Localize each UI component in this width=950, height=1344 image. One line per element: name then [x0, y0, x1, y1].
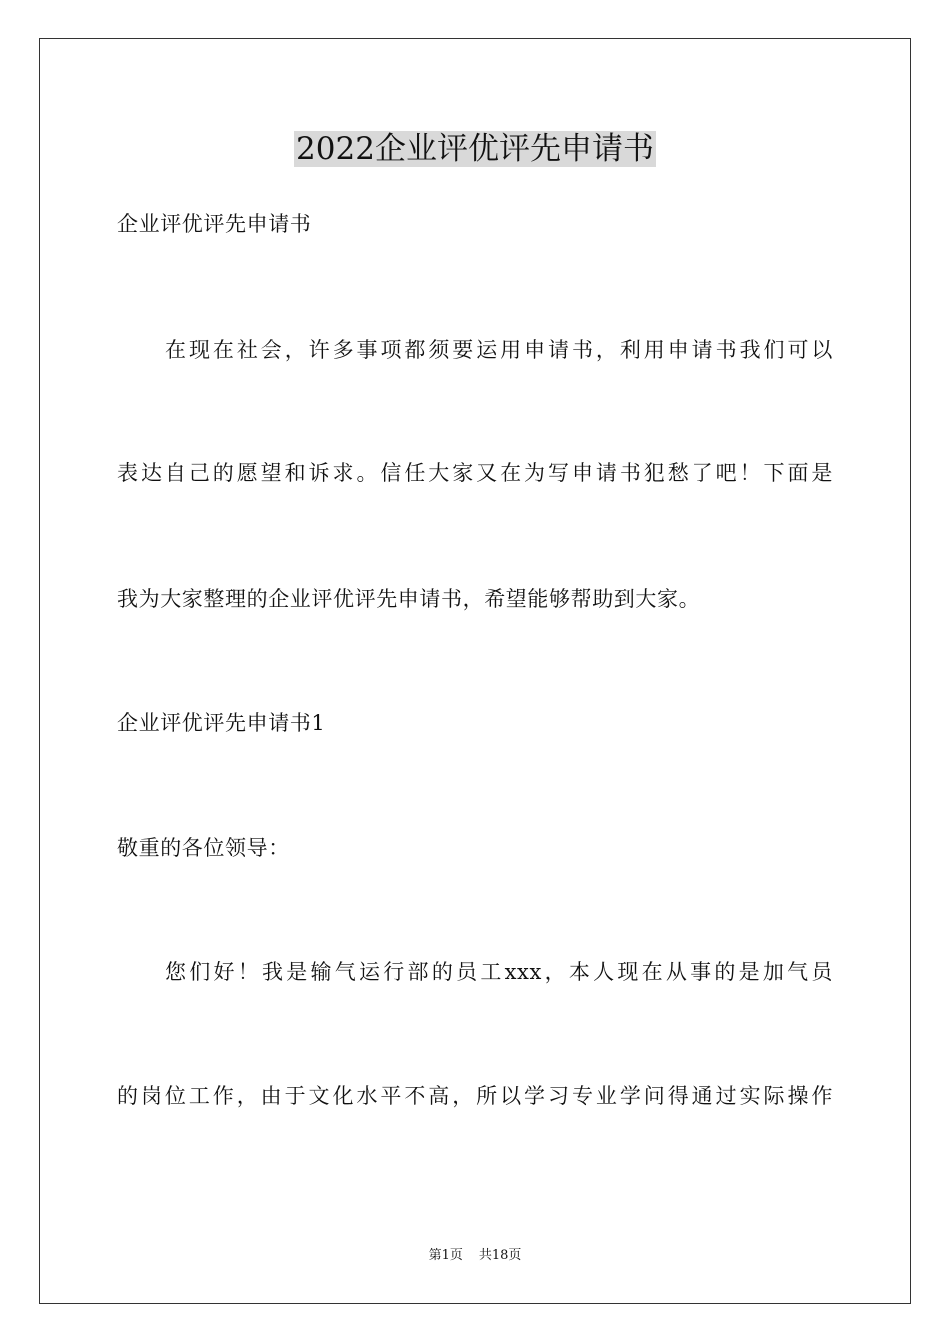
paragraph-line: 我为大家整理的企业评优评先申请书，希望能够帮助到大家。 — [117, 587, 701, 611]
paragraph-line: 表达自己的愿望和诉求。信任大家又在为写申请书犯愁了吧！下面是 — [117, 461, 833, 485]
document-title — [0, 128, 950, 170]
document-title-text: 2022企业评优评先申请书 — [296, 131, 654, 167]
subtitle-line: 企业评优评先申请书 — [117, 212, 312, 236]
page-footer — [0, 1247, 950, 1265]
page-number: 第1页 — [428, 1248, 463, 1263]
paragraph-line: 的岗位工作，由于文化水平不高，所以学习专业学问得通过实际操作 — [117, 1084, 833, 1108]
salutation-line: 敬重的各位领导： — [117, 836, 290, 860]
section-heading: 企业评优评先申请书1 — [117, 711, 326, 735]
paragraph-line: 在现在社会，许多事项都须要运用申请书，利用申请书我们可以 — [165, 338, 833, 362]
paragraph-line: 您们好！我是输气运行部的员工xxx，本人现在从事的是加气员 — [165, 960, 833, 984]
page-total: 共18页 — [478, 1248, 522, 1263]
